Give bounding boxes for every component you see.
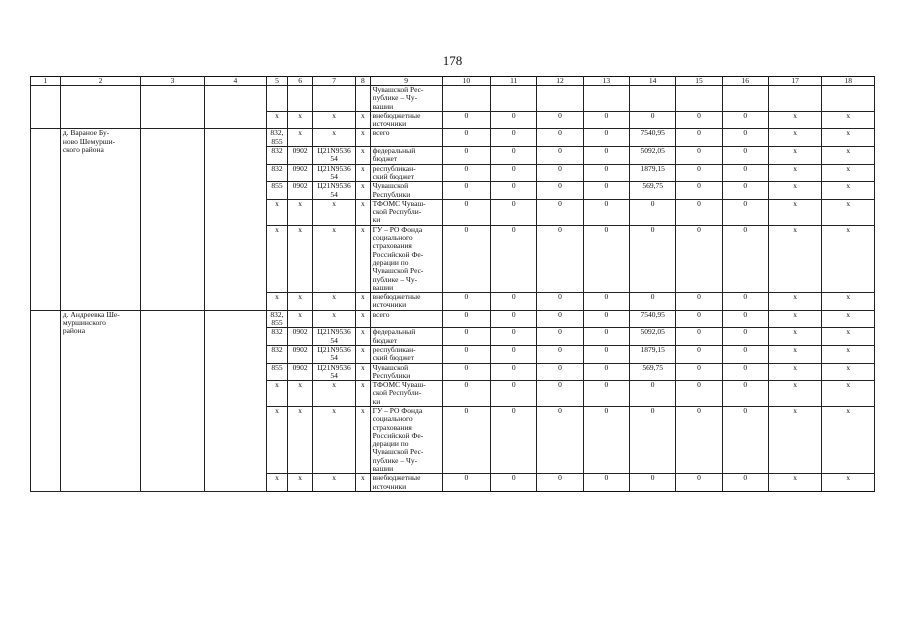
column-number-3: 3 [141, 77, 205, 86]
value-cell-11: 0 [491, 164, 537, 182]
code-cell: 832, 855 [266, 310, 288, 328]
value-cell-15: 0 [676, 199, 722, 225]
value-cell-18: x [822, 406, 875, 473]
value-cell-12: 0 [537, 406, 583, 473]
target-article-cell: x [312, 199, 355, 225]
funding-source-cell: ГУ – РО Фонда социального страхования Российской Фе- дерации по Чувашской Рес- публике – Чу- вашии [370, 406, 442, 473]
expense-type-cell: x [356, 328, 370, 346]
value-cell-14: 569,75 [629, 363, 675, 381]
code-cell: x [266, 199, 288, 225]
value-cell-16: 0 [722, 293, 768, 311]
value-cell-15: 0 [676, 328, 722, 346]
expense-type-cell: x [356, 381, 370, 407]
target-article-cell: Ц21N9536 54 [312, 164, 355, 182]
value-cell-10: 0 [442, 129, 490, 147]
value-cell-11: 0 [491, 381, 537, 407]
expense-type-cell: x [356, 182, 370, 200]
empty-cell [31, 86, 61, 129]
column-number-4: 4 [204, 77, 266, 86]
value-cell-18: x [822, 310, 875, 328]
value-cell-15: 0 [676, 406, 722, 473]
value-cell-10: 0 [442, 111, 490, 129]
section-cell: x [288, 111, 313, 129]
value-cell-14: 1879,15 [629, 164, 675, 182]
value-cell-12: 0 [537, 111, 583, 129]
funding-source-cell: внебюджетные источники [370, 293, 442, 311]
target-article-cell: x [312, 129, 355, 147]
value-cell-16: 0 [722, 147, 768, 165]
value-cell-10: 0 [442, 182, 490, 200]
value-cell-15: 0 [676, 111, 722, 129]
empty-cell [141, 310, 205, 491]
value-cell-14: 7540,95 [629, 310, 675, 328]
value-cell-10: 0 [442, 345, 490, 363]
column-number-10: 10 [442, 77, 490, 86]
value-cell-12: 0 [537, 129, 583, 147]
column-number-14: 14 [629, 77, 675, 86]
section-cell: x [288, 199, 313, 225]
value-cell-13: 0 [583, 129, 629, 147]
empty-cell [491, 86, 537, 112]
funding-source-cell: ГУ – РО Фонда социального страхования Российской Фе- дерации по Чувашской Рес- публике – Чу- вашии [370, 225, 442, 292]
section-cell: 0902 [288, 328, 313, 346]
target-article-cell: x [312, 381, 355, 407]
funding-source-cell: федеральный бюджет [370, 328, 442, 346]
value-cell-13: 0 [583, 164, 629, 182]
value-cell-16: 0 [722, 199, 768, 225]
empty-cell [356, 86, 370, 112]
value-cell-17: x [768, 182, 822, 200]
funding-source-cell: Чувашской Республики [370, 182, 442, 200]
value-cell-11: 0 [491, 328, 537, 346]
funding-source-cell: республикан- ский бюджет [370, 164, 442, 182]
funding-source-cell: Чувашской Республики [370, 363, 442, 381]
empty-cell [537, 86, 583, 112]
value-cell-12: 0 [537, 345, 583, 363]
value-cell-13: 0 [583, 225, 629, 292]
empty-cell [583, 86, 629, 112]
column-number-9: 9 [370, 77, 442, 86]
funding-source-cell: всего [370, 129, 442, 147]
column-number-2: 2 [60, 77, 140, 86]
value-cell-18: x [822, 293, 875, 311]
funding-source-cell: внебюджетные источники [370, 111, 442, 129]
section-cell: 0902 [288, 182, 313, 200]
empty-cell [60, 86, 140, 129]
value-cell-16: 0 [722, 164, 768, 182]
code-cell: 832, 855 [266, 129, 288, 147]
funding-source-cell: Чувашской Рес- публике – Чу- вашии [370, 86, 442, 112]
value-cell-10: 0 [442, 406, 490, 473]
value-cell-18: x [822, 147, 875, 165]
value-cell-18: x [822, 225, 875, 292]
value-cell-13: 0 [583, 310, 629, 328]
value-cell-12: 0 [537, 225, 583, 292]
column-number-5: 5 [266, 77, 288, 86]
expense-type-cell: x [356, 293, 370, 311]
territory-name: д. Вараное Бу- ново Шемурши- ского района [60, 129, 140, 310]
value-cell-16: 0 [722, 345, 768, 363]
expense-type-cell: x [356, 406, 370, 473]
column-number-1: 1 [31, 77, 61, 86]
code-cell: 855 [266, 363, 288, 381]
value-cell-16: 0 [722, 111, 768, 129]
value-cell-18: x [822, 474, 875, 492]
budget-table [30, 76, 875, 492]
value-cell-17: x [768, 293, 822, 311]
value-cell-15: 0 [676, 225, 722, 292]
funding-source-cell: республикан- ский бюджет [370, 345, 442, 363]
value-cell-13: 0 [583, 406, 629, 473]
target-article-cell: x [312, 111, 355, 129]
target-article-cell: x [312, 225, 355, 292]
section-cell: x [288, 129, 313, 147]
value-cell-11: 0 [491, 147, 537, 165]
column-number-13: 13 [583, 77, 629, 86]
value-cell-14: 0 [629, 111, 675, 129]
value-cell-13: 0 [583, 293, 629, 311]
empty-cell [204, 310, 266, 491]
empty-cell [141, 129, 205, 310]
value-cell-13: 0 [583, 363, 629, 381]
funding-source-cell: внебюджетные источники [370, 474, 442, 492]
value-cell-17: x [768, 328, 822, 346]
code-cell: 832 [266, 164, 288, 182]
value-cell-15: 0 [676, 345, 722, 363]
value-cell-12: 0 [537, 328, 583, 346]
value-cell-12: 0 [537, 310, 583, 328]
empty-cell [722, 86, 768, 112]
value-cell-14: 0 [629, 406, 675, 473]
expense-type-cell: x [356, 199, 370, 225]
value-cell-17: x [768, 164, 822, 182]
funding-source-cell: ТФОМС Чуваш- ской Республи- ки [370, 199, 442, 225]
target-article-cell: Ц21N9536 54 [312, 147, 355, 165]
value-cell-15: 0 [676, 164, 722, 182]
value-cell-16: 0 [722, 310, 768, 328]
value-cell-10: 0 [442, 199, 490, 225]
empty-cell [288, 86, 313, 112]
section-cell: x [288, 310, 313, 328]
value-cell-12: 0 [537, 363, 583, 381]
value-cell-17: x [768, 406, 822, 473]
funding-source-cell: федеральный бюджет [370, 147, 442, 165]
value-cell-11: 0 [491, 182, 537, 200]
expense-type-cell: x [356, 111, 370, 129]
section-cell: 0902 [288, 147, 313, 165]
empty-cell [141, 86, 205, 129]
value-cell-10: 0 [442, 293, 490, 311]
target-article-cell: x [312, 293, 355, 311]
empty-cell [768, 86, 822, 112]
expense-type-cell: x [356, 474, 370, 492]
value-cell-17: x [768, 363, 822, 381]
value-cell-12: 0 [537, 474, 583, 492]
value-cell-14: 5092,05 [629, 147, 675, 165]
column-number-12: 12 [537, 77, 583, 86]
value-cell-14: 0 [629, 199, 675, 225]
value-cell-16: 0 [722, 474, 768, 492]
code-cell: x [266, 225, 288, 292]
value-cell-14: 1879,15 [629, 345, 675, 363]
value-cell-18: x [822, 328, 875, 346]
empty-cell [442, 86, 490, 112]
value-cell-17: x [768, 310, 822, 328]
code-cell: x [266, 111, 288, 129]
value-cell-11: 0 [491, 345, 537, 363]
value-cell-13: 0 [583, 199, 629, 225]
code-cell: x [266, 381, 288, 407]
section-cell: x [288, 225, 313, 292]
value-cell-10: 0 [442, 310, 490, 328]
value-cell-15: 0 [676, 474, 722, 492]
value-cell-11: 0 [491, 129, 537, 147]
value-cell-13: 0 [583, 147, 629, 165]
territory-name: д. Андреевка Ше- муршинского района [60, 310, 140, 491]
empty-cell [266, 86, 288, 112]
column-number-15: 15 [676, 77, 722, 86]
value-cell-17: x [768, 129, 822, 147]
code-cell: x [266, 293, 288, 311]
empty-cell [312, 86, 355, 112]
expense-type-cell: x [356, 363, 370, 381]
empty-cell [822, 86, 875, 112]
value-cell-12: 0 [537, 182, 583, 200]
code-cell: 832 [266, 328, 288, 346]
code-cell: 832 [266, 147, 288, 165]
value-cell-14: 5092,05 [629, 328, 675, 346]
value-cell-17: x [768, 225, 822, 292]
target-article-cell: x [312, 474, 355, 492]
target-article-cell: Ц21N9536 54 [312, 345, 355, 363]
value-cell-11: 0 [491, 406, 537, 473]
value-cell-18: x [822, 345, 875, 363]
value-cell-14: 0 [629, 474, 675, 492]
expense-type-cell: x [356, 310, 370, 328]
value-cell-12: 0 [537, 293, 583, 311]
value-cell-16: 0 [722, 129, 768, 147]
value-cell-18: x [822, 129, 875, 147]
value-cell-14: 569,75 [629, 182, 675, 200]
target-article-cell: Ц21N9536 54 [312, 328, 355, 346]
value-cell-11: 0 [491, 225, 537, 292]
value-cell-10: 0 [442, 381, 490, 407]
value-cell-12: 0 [537, 164, 583, 182]
value-cell-13: 0 [583, 328, 629, 346]
value-cell-10: 0 [442, 328, 490, 346]
value-cell-17: x [768, 199, 822, 225]
value-cell-13: 0 [583, 182, 629, 200]
value-cell-16: 0 [722, 406, 768, 473]
column-number-16: 16 [722, 77, 768, 86]
value-cell-18: x [822, 111, 875, 129]
value-cell-18: x [822, 182, 875, 200]
value-cell-16: 0 [722, 182, 768, 200]
column-number-11: 11 [491, 77, 537, 86]
empty-cell [31, 129, 61, 310]
value-cell-11: 0 [491, 199, 537, 225]
value-cell-15: 0 [676, 363, 722, 381]
value-cell-11: 0 [491, 363, 537, 381]
table-row [31, 129, 875, 147]
value-cell-12: 0 [537, 199, 583, 225]
value-cell-16: 0 [722, 328, 768, 346]
value-cell-17: x [768, 111, 822, 129]
empty-cell [204, 86, 266, 129]
section-cell: 0902 [288, 164, 313, 182]
expense-type-cell: x [356, 147, 370, 165]
value-cell-14: 0 [629, 293, 675, 311]
value-cell-17: x [768, 147, 822, 165]
empty-cell [629, 86, 675, 112]
section-cell: x [288, 293, 313, 311]
column-number-row [31, 77, 875, 86]
value-cell-10: 0 [442, 164, 490, 182]
target-article-cell: x [312, 406, 355, 473]
value-cell-13: 0 [583, 111, 629, 129]
section-cell: 0902 [288, 345, 313, 363]
value-cell-15: 0 [676, 182, 722, 200]
page-number: 178 [442, 53, 463, 68]
target-article-cell: Ц21N9536 54 [312, 182, 355, 200]
value-cell-10: 0 [442, 363, 490, 381]
code-cell: 855 [266, 182, 288, 200]
section-cell: x [288, 474, 313, 492]
value-cell-10: 0 [442, 474, 490, 492]
value-cell-14: 0 [629, 225, 675, 292]
code-cell: 832 [266, 345, 288, 363]
value-cell-13: 0 [583, 474, 629, 492]
value-cell-11: 0 [491, 293, 537, 311]
value-cell-15: 0 [676, 129, 722, 147]
section-cell: x [288, 381, 313, 407]
column-number-17: 17 [768, 77, 822, 86]
column-number-6: 6 [288, 77, 313, 86]
code-cell: x [266, 406, 288, 473]
table-row [31, 310, 875, 328]
value-cell-17: x [768, 345, 822, 363]
value-cell-18: x [822, 164, 875, 182]
column-number-18: 18 [822, 77, 875, 86]
value-cell-16: 0 [722, 363, 768, 381]
target-article-cell: Ц21N9536 54 [312, 363, 355, 381]
expense-type-cell: x [356, 164, 370, 182]
empty-cell [676, 86, 722, 112]
value-cell-15: 0 [676, 293, 722, 311]
value-cell-16: 0 [722, 381, 768, 407]
target-article-cell: x [312, 310, 355, 328]
value-cell-15: 0 [676, 310, 722, 328]
funding-source-cell: всего [370, 310, 442, 328]
value-cell-13: 0 [583, 345, 629, 363]
funding-source-cell: ТФОМС Чуваш- ской Республи- ки [370, 381, 442, 407]
code-cell: x [266, 474, 288, 492]
value-cell-11: 0 [491, 310, 537, 328]
value-cell-18: x [822, 381, 875, 407]
value-cell-17: x [768, 381, 822, 407]
expense-type-cell: x [356, 225, 370, 292]
section-cell: 0902 [288, 363, 313, 381]
value-cell-18: x [822, 363, 875, 381]
expense-type-cell: x [356, 129, 370, 147]
column-number-8: 8 [356, 77, 370, 86]
table-row [31, 86, 875, 112]
empty-cell [31, 310, 61, 491]
value-cell-12: 0 [537, 381, 583, 407]
value-cell-16: 0 [722, 225, 768, 292]
expense-type-cell: x [356, 345, 370, 363]
value-cell-18: x [822, 199, 875, 225]
value-cell-13: 0 [583, 381, 629, 407]
empty-cell [204, 129, 266, 310]
section-cell: x [288, 406, 313, 473]
value-cell-15: 0 [676, 381, 722, 407]
value-cell-17: x [768, 474, 822, 492]
value-cell-12: 0 [537, 147, 583, 165]
value-cell-14: 7540,95 [629, 129, 675, 147]
value-cell-10: 0 [442, 225, 490, 292]
value-cell-11: 0 [491, 111, 537, 129]
value-cell-11: 0 [491, 474, 537, 492]
value-cell-10: 0 [442, 147, 490, 165]
column-number-7: 7 [312, 77, 355, 86]
value-cell-15: 0 [676, 147, 722, 165]
value-cell-14: 0 [629, 381, 675, 407]
